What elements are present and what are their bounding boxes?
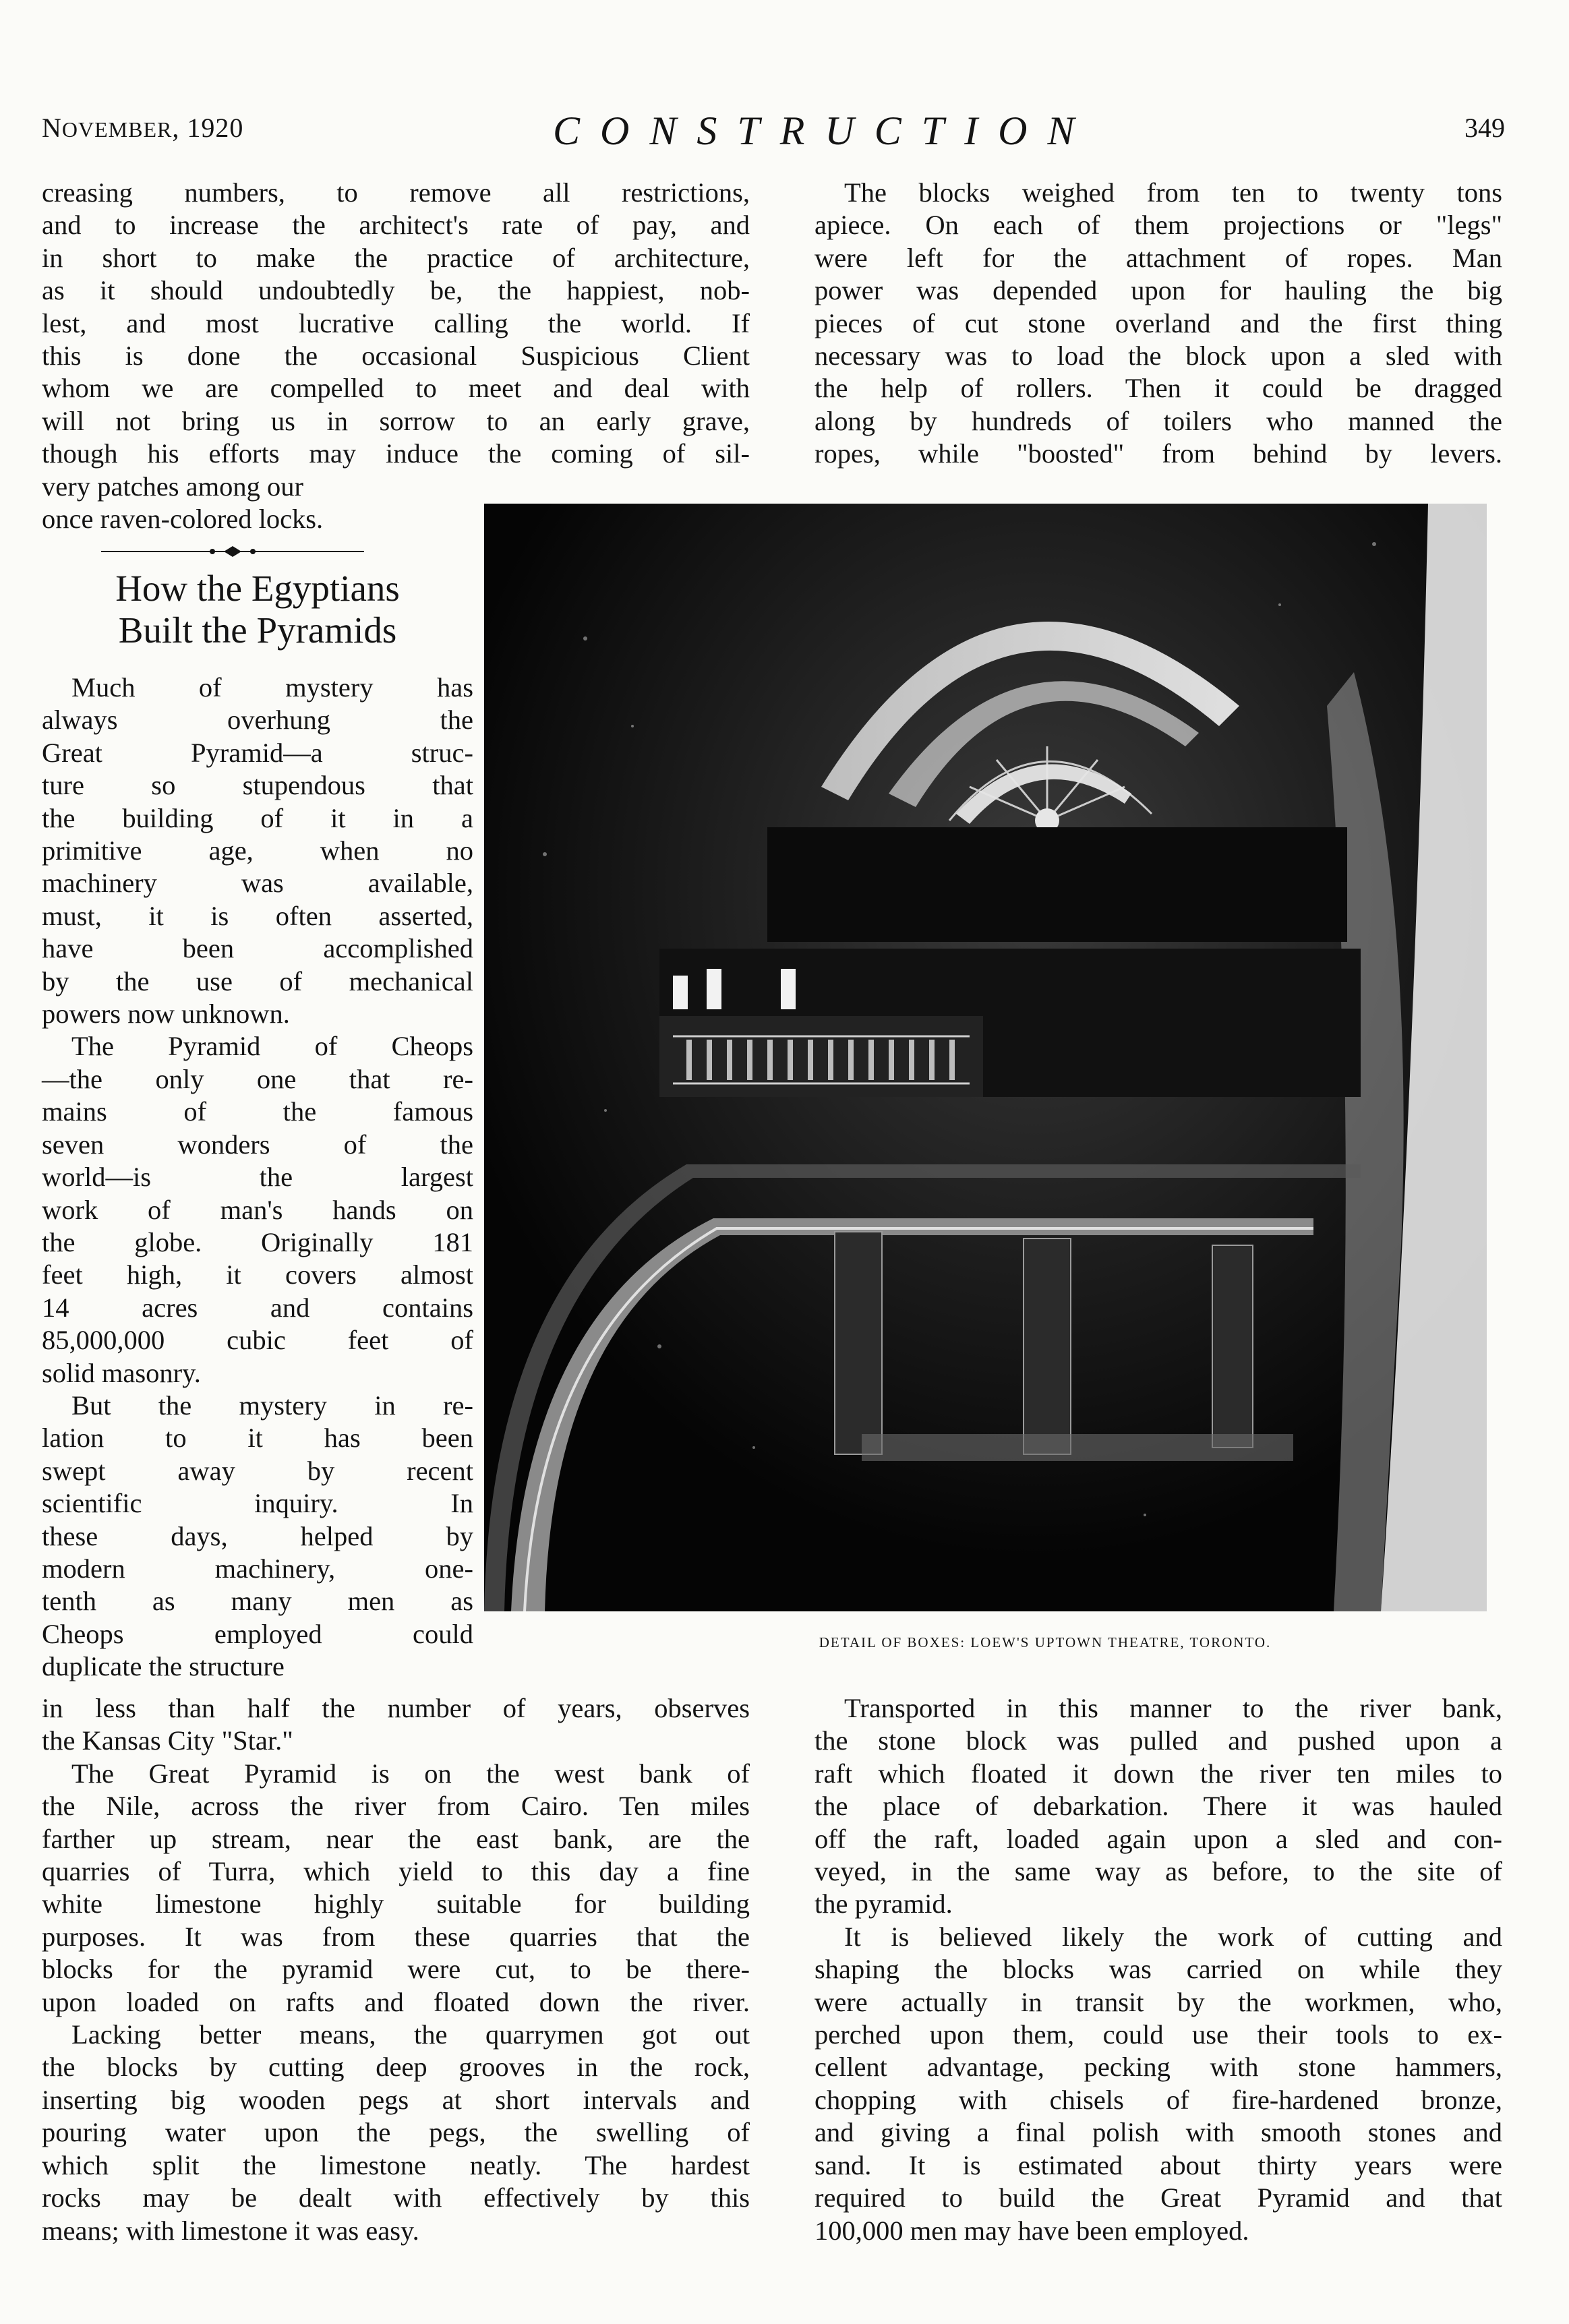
text-line: upon loaded on rafts and floated down the river. xyxy=(42,1986,750,2017)
text-line: off the raft, loaded again upon a sled and con- xyxy=(815,1823,1502,1854)
text-line: chopping with chisels of fire-hardened bronze, xyxy=(815,2084,1502,2115)
text-line: which split the limestone neatly. The hardest xyxy=(42,2149,750,2180)
left-column-bottom xyxy=(42,1692,750,2247)
left-column-continuation xyxy=(42,471,473,536)
text-line: were actually in transit by the workmen, who, xyxy=(815,1986,1502,2017)
text-line: very patches among our xyxy=(42,471,303,502)
text-line: the building of it in a xyxy=(42,802,473,833)
text-line: perched upon them, could use their tools to ex- xyxy=(815,2019,1502,2050)
text-line: machinery was available, xyxy=(42,868,473,899)
text-line: The Great Pyramid is on the west bank of xyxy=(71,1758,750,1789)
photo-caption: DETAIL OF BOXES: LOEW'S UPTOWN THEATRE, TORONTO. xyxy=(819,1634,1272,1650)
heading-line: How the Egyptians xyxy=(115,568,400,609)
text-line: always overhung the xyxy=(42,705,473,736)
text-line: primitive age, when no xyxy=(42,835,473,866)
text-line: must, it is often asserted, xyxy=(42,900,473,931)
text-line: seven wonders of the xyxy=(42,1129,473,1160)
text-line: powers now unknown. xyxy=(42,999,290,1030)
text-line: in less than half the number of years, observes xyxy=(42,1693,750,1723)
text-line: the pyramid. xyxy=(815,1888,953,1919)
text-line: creasing numbers, to remove all restrictions, xyxy=(42,177,750,208)
text-line: The Pyramid of Cheops xyxy=(71,1031,473,1062)
text-line: scientific inquiry. In xyxy=(42,1488,473,1519)
text-line: white limestone highly suitable for building xyxy=(42,1888,750,1919)
running-header xyxy=(0,108,1569,162)
text-line: means; with limestone it was easy. xyxy=(42,2215,419,2246)
text-line: cellent advantage, pecking with stone hammers, xyxy=(815,2052,1502,2083)
heading-line: Built the Pyramids xyxy=(118,609,397,651)
issue-date: NOVEMBER, 1920 xyxy=(42,113,244,143)
text-line: solid masonry. xyxy=(42,1357,201,1388)
text-line: as it should undoubtedly be, the happiest, nob- xyxy=(42,275,750,306)
text-line: though his efforts may induce the coming of sil- xyxy=(42,438,750,469)
text-line: swept away by recent xyxy=(42,1455,473,1486)
section-divider-ornament xyxy=(74,541,391,562)
text-line: these days, helped by xyxy=(42,1520,473,1551)
text-line: this is done the occasional Suspicious Client xyxy=(42,340,750,371)
text-line: veyed, in the same way as before, to the site of xyxy=(815,1856,1502,1887)
text-line: lation to it has been xyxy=(42,1423,473,1454)
text-line: the stone block was pulled and pushed upon a xyxy=(815,1725,1502,1756)
text-line: in short to make the practice of architecture, xyxy=(42,242,750,273)
theatre-boxes-photograph xyxy=(484,504,1487,1611)
text-line: —the only one that re- xyxy=(42,1063,473,1094)
text-line: Cheops employed could xyxy=(42,1618,473,1649)
text-line: pieces of cut stone overland and the first thing xyxy=(815,307,1502,338)
journal-title: CONSTRUCTION xyxy=(553,109,1095,153)
text-line: 100,000 men may have been employed. xyxy=(815,2215,1249,2246)
text-line: have been accomplished xyxy=(42,933,473,964)
text-line: work of man's hands on xyxy=(42,1194,473,1225)
text-line: inserting big wooden pegs at short intervals and xyxy=(42,2084,750,2115)
text-line: the globe. Originally 181 xyxy=(42,1226,473,1257)
text-line: once raven-colored locks. xyxy=(42,504,324,535)
text-line: by the use of mechanical xyxy=(42,965,473,996)
text-line: shaping the blocks was carried on while they xyxy=(815,1954,1502,1985)
page-number: 349 xyxy=(1464,113,1505,143)
text-line: rocks may be dealt with effectively by this xyxy=(42,2182,750,2213)
text-line: farther up stream, near the east bank, are the xyxy=(42,1823,750,1854)
text-line: will not bring us in sorrow to an early grave, xyxy=(42,405,750,436)
text-line: It is believed likely the work of cutting and xyxy=(844,1921,1502,1952)
article-heading xyxy=(42,568,473,651)
text-line: and giving a final polish with smooth stones and xyxy=(815,2117,1502,2148)
text-line: Lacking better means, the quarrymen got out xyxy=(71,2019,750,2050)
text-line: necessary was to load the block upon a sled with xyxy=(815,340,1502,371)
text-line: Great Pyramid—a struc- xyxy=(42,737,473,768)
right-column-top xyxy=(815,177,1502,471)
text-line: power was depended upon for hauling the big xyxy=(815,275,1502,306)
text-line: The blocks weighed from ten to twenty tons xyxy=(844,177,1502,208)
text-line: mains of the famous xyxy=(42,1096,473,1127)
text-line: were left for the attachment of ropes. Man xyxy=(815,242,1502,273)
narrow-column xyxy=(42,672,473,1684)
text-line: pouring water upon the pegs, the swelling of xyxy=(42,2117,750,2148)
text-line: sand. It is estimated about thirty years were xyxy=(815,2149,1502,2180)
text-line: raft which floated it down the river ten miles to xyxy=(815,1758,1502,1789)
text-line: Transported in this manner to the river bank, xyxy=(844,1693,1502,1723)
text-line: the blocks by cutting deep grooves in the rock, xyxy=(42,2052,750,2083)
text-line: tenth as many men as xyxy=(42,1586,473,1617)
text-line: modern machinery, one- xyxy=(42,1553,473,1584)
text-line: and to increase the architect's rate of pay, and xyxy=(42,210,750,241)
text-line: 85,000,000 cubic feet of xyxy=(42,1325,473,1356)
text-line: the Kansas City "Star." xyxy=(42,1725,293,1756)
text-line: ropes, while "boosted" from behind by levers. xyxy=(815,438,1502,469)
text-line: the place of debarkation. There it was hauled xyxy=(815,1791,1502,1822)
text-line: Much of mystery has xyxy=(71,672,473,703)
text-line: duplicate the structure xyxy=(42,1651,285,1682)
text-line: the Nile, across the river from Cairo. Ten miles xyxy=(42,1791,750,1822)
text-line: apiece. On each of them projections or "legs" xyxy=(815,210,1502,241)
text-line: along by hundreds of toilers who manned the xyxy=(815,405,1502,436)
text-line: world—is the largest xyxy=(42,1162,473,1193)
text-line: required to build the Great Pyramid and that xyxy=(815,2182,1502,2213)
text-line: feet high, it covers almost xyxy=(42,1259,473,1290)
text-line: purposes. It was from these quarries that the xyxy=(42,1921,750,1952)
left-column-top xyxy=(42,177,750,471)
text-line: whom we are compelled to meet and deal with xyxy=(42,373,750,404)
text-line: the help of rollers. Then it could be dragged xyxy=(815,373,1502,404)
right-column-bottom xyxy=(815,1692,1502,2247)
text-line: ture so stupendous that xyxy=(42,770,473,801)
text-line: lest, and most lucrative calling the world. If xyxy=(42,307,750,338)
text-line: quarries of Turra, which yield to this day a fine xyxy=(42,1856,750,1887)
text-line: 14 acres and contains xyxy=(42,1292,473,1323)
text-line: But the mystery in re- xyxy=(71,1390,473,1421)
text-line: blocks for the pyramid were cut, to be there- xyxy=(42,1954,750,1985)
